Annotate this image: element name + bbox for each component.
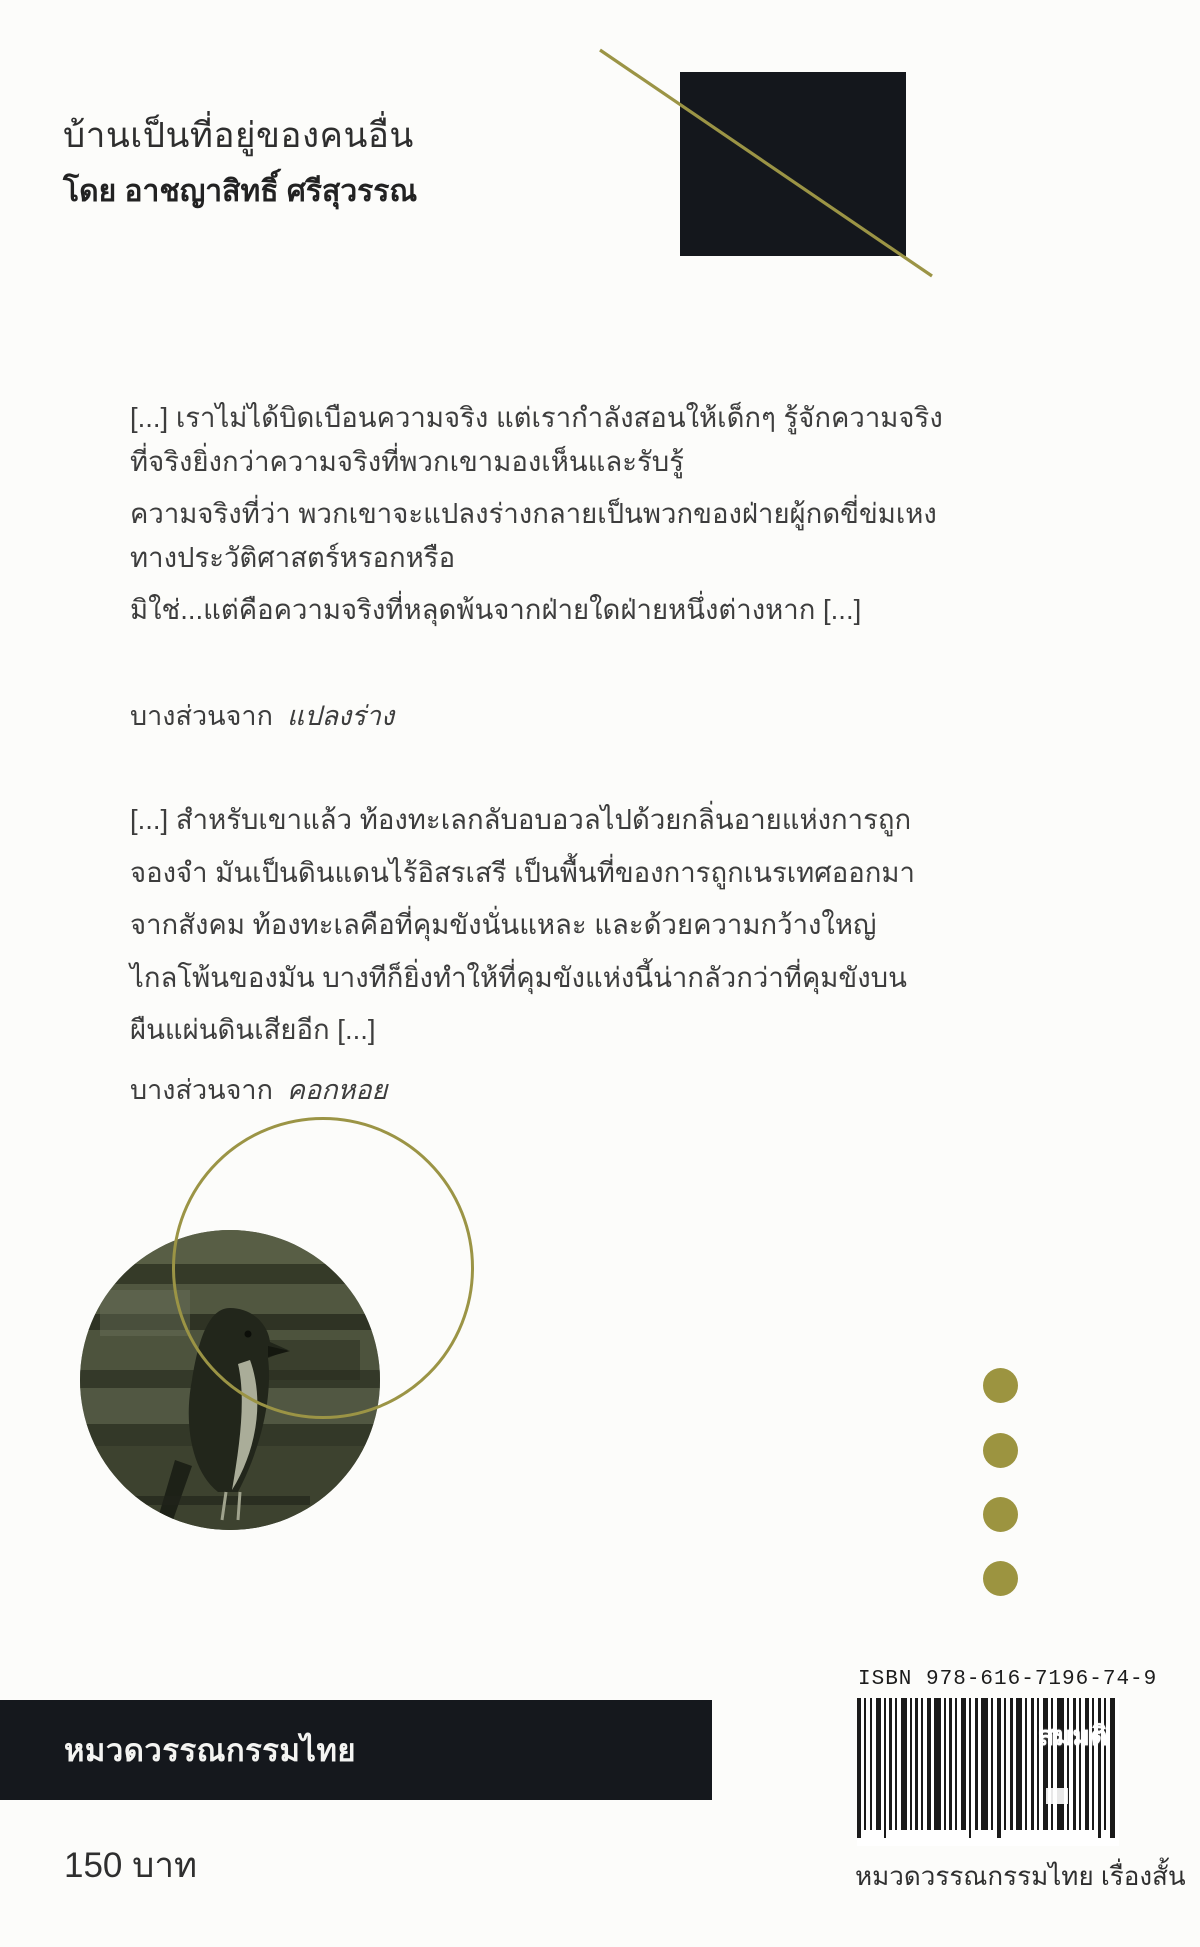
category-label: หมวดวรรณกรรมไทย (64, 1733, 357, 1768)
quote-line: มิใช่...แต่คือความจริงที่หลุดพ้นจากฝ่ายใดฝ่ายหนึ่งต่างหาก [...] (130, 594, 862, 625)
source-story-title: คอกหอย (286, 1075, 388, 1105)
gold-dot (983, 1433, 1018, 1468)
source-prefix: บางส่วนจาก (130, 1075, 273, 1105)
book-byline: โดย อาชญาสิทธิ์ ศรีสุวรรณ (63, 175, 418, 208)
barcode-caption: หมวดวรรณกรรมไทย เรื่องสั้น (855, 1861, 1186, 1891)
quote-line: ทางประวัติศาสตร์หรอกหรือ (130, 542, 456, 573)
excerpt-1-paragraph-1 (130, 396, 1000, 484)
category-bar (0, 1700, 712, 1800)
book-title: บ้านเป็นที่อยู่ของคนอื่น (63, 116, 414, 155)
source-prefix: บางส่วนจาก (130, 701, 273, 731)
gold-ring-graphic (172, 1117, 474, 1419)
quote-line: [...] เราไม่ได้บิดเบือนความจริง แต่เรากำลังสอนให้เด็กๆ รู้จักความจริง (130, 402, 943, 433)
quote-line: จากสังคม ท้องทะเลคือที่คุมขังนั่นแหละ และด้วยความกว้างใหญ่ (130, 909, 877, 940)
quote-line: ความจริงที่ว่า พวกเขาจะแปลงร่างกลายเป็นพวกของฝ่ายผู้กดขี่ข่มเหง (130, 498, 937, 529)
title-block (63, 112, 417, 215)
gold-dot (983, 1497, 1018, 1532)
publisher-logo-mark (1046, 1788, 1068, 1804)
gold-diagonal-line (560, 30, 980, 310)
quote-line: ไกลโพ้นของมัน บางทีก็ยิ่งทำให้ที่คุมขังแห่งนี้น่ากลัวกว่าที่คุมขังบน (130, 961, 907, 993)
excerpt-2-paragraph (130, 794, 1000, 1057)
source-story-title: แปลงร่าง (286, 701, 395, 731)
excerpt-1-paragraph-2 (130, 492, 1000, 580)
gold-dot (983, 1368, 1018, 1403)
quote-line: ที่จริงยิ่งกว่าความจริงที่พวกเขามองเห็นและรับรู้ (130, 446, 684, 477)
excerpt-2-source (130, 1068, 387, 1111)
excerpt-1-source (130, 694, 394, 737)
gold-dot (983, 1561, 1018, 1596)
price-label: 150 บาท (64, 1846, 198, 1885)
publisher-logo: สมมติ (1038, 1721, 1108, 1751)
excerpt-1-paragraph-3 (130, 588, 1000, 632)
quote-line: [...] สำหรับเขาแล้ว ท้องทะเลกลับอบอวลไปด้วยกลิ่นอายแห่งการถูก (130, 804, 912, 835)
isbn-number: ISBN 978-616-7196-74-9 (858, 1668, 1158, 1691)
quote-line: จองจำ มันเป็นดินแดนไร้อิสรเสรี เป็นพื้นที่ของการถูกเนรเทศออกมา (130, 856, 915, 888)
quote-line: ผืนแผ่นดินเสียอีก [...] (130, 1014, 376, 1045)
